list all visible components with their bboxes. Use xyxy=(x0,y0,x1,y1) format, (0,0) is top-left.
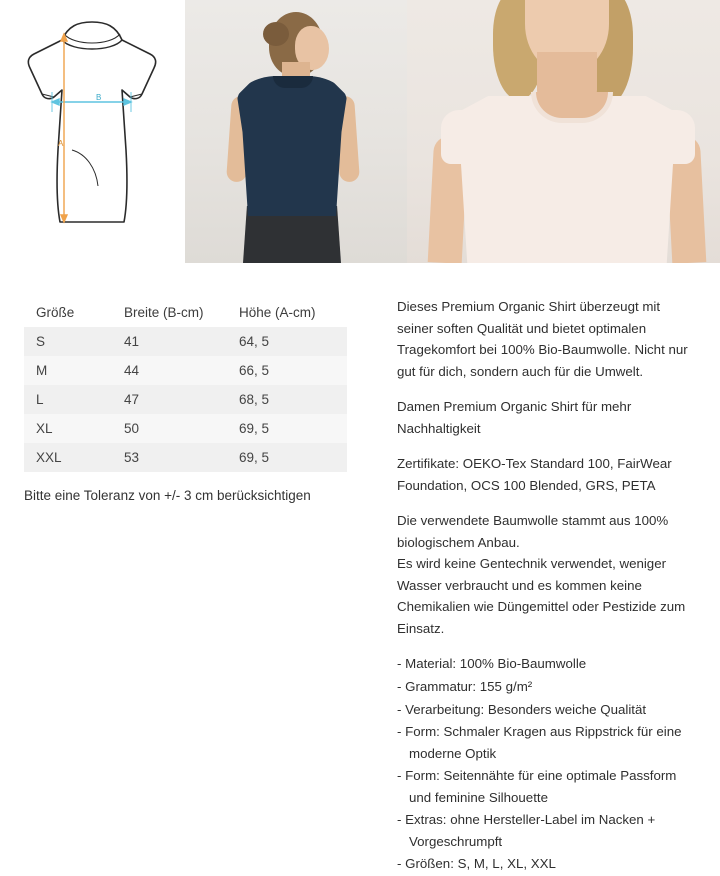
column-header-size: Größe xyxy=(24,298,112,327)
measure-label-height: A xyxy=(58,139,64,148)
description-section xyxy=(380,263,720,876)
description-tagline: Damen Premium Organic Shirt für mehr Nachhaltigkeit xyxy=(397,399,632,436)
column-header-height: Höhe (A-cm) xyxy=(227,298,347,327)
table-row xyxy=(24,443,347,472)
cell-width: 47 xyxy=(124,392,140,407)
table-row xyxy=(24,414,347,443)
list-item: - Größen: S, M, L, XL, XXL xyxy=(397,856,556,872)
spec-list xyxy=(397,653,696,874)
measure-label-width: B xyxy=(96,93,102,102)
table-row xyxy=(24,327,347,356)
cell-height: 69, 5 xyxy=(239,421,270,436)
product-details xyxy=(0,263,720,876)
cell-height: 68, 5 xyxy=(239,392,270,407)
cell-height: 69, 5 xyxy=(239,450,270,465)
cell-size: M xyxy=(36,363,48,378)
tolerance-note: Bitte eine Toleranz von +/- 3 cm berücksichtigen xyxy=(24,488,311,503)
cell-size: XXL xyxy=(36,450,62,465)
size-table xyxy=(24,298,347,472)
list-item: - Grammatur: 155 g/m² xyxy=(397,678,533,694)
cell-width: 41 xyxy=(124,334,140,349)
cell-size: S xyxy=(36,334,46,349)
list-item: - Extras: ohne Hersteller-Label im Nacken + Vorgeschrumpft xyxy=(397,812,656,849)
product-photo-front xyxy=(407,0,720,263)
tshirt-technical-drawing-icon xyxy=(0,0,185,263)
product-image-strip xyxy=(0,0,720,263)
description-certificates: Zertifikate: OEKO-Tex Standard 100, FairWear Foundation, OCS 100 Blended, GRS, PETA xyxy=(397,456,672,493)
list-item: - Form: Schmaler Kragen aus Rippstrick für eine moderne Optik xyxy=(397,724,682,761)
product-photo-back xyxy=(185,0,407,263)
cell-width: 50 xyxy=(124,421,140,436)
cell-height: 66, 5 xyxy=(239,363,270,378)
list-item: - Material: 100% Bio-Baumwolle xyxy=(397,656,587,672)
description-intro: Dieses Premium Organic Shirt überzeugt mit seiner soften Qualität und bietet optimalen Tragekomfort bei 100% Bio-Baumwolle. Nicht nur gut für dich, sondern auch für die Umwelt. xyxy=(397,299,688,379)
cell-width: 53 xyxy=(124,450,140,465)
technical-drawing-panel xyxy=(0,0,185,263)
list-item: - Verarbeitung: Besonders weiche Qualität xyxy=(397,701,647,717)
column-header-width: Breite (B-cm) xyxy=(112,298,227,327)
cell-size: L xyxy=(36,392,44,407)
size-table-section xyxy=(0,263,380,876)
list-item: - Form: Seitennähte für eine optimale Passform und feminine Silhouette xyxy=(397,768,677,805)
table-header-row xyxy=(24,298,347,327)
cell-width: 44 xyxy=(124,363,140,378)
table-row xyxy=(24,356,347,385)
cell-height: 64, 5 xyxy=(239,334,270,349)
cell-size: XL xyxy=(36,421,53,436)
description-cotton-origin: Die verwendete Baumwolle stammt aus 100% biologischem Anbau. xyxy=(397,513,669,550)
description-production: Es wird keine Gentechnik verwendet, weniger Wasser verbraucht und es kommen keine Chemikalien wie Düngemittel oder Pestizide zum Einsatz. xyxy=(397,556,686,636)
table-row xyxy=(24,385,347,414)
